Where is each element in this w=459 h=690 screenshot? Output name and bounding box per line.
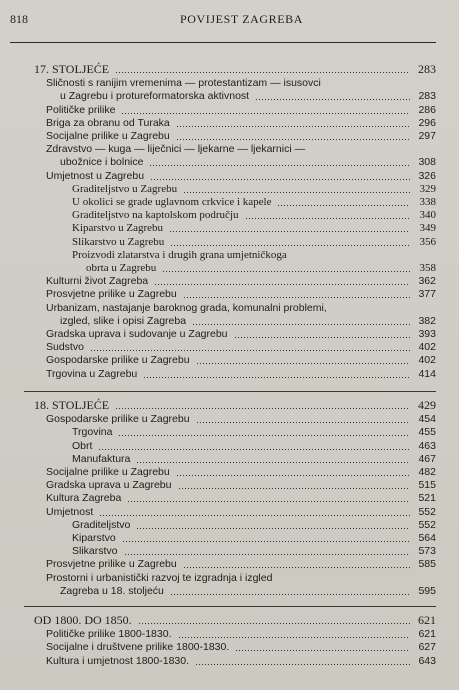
toc-entry-title: Kulturni život Zagreba	[46, 275, 149, 288]
dot-leader	[124, 544, 410, 558]
toc-entry	[0, 557, 459, 571]
dot-leader	[118, 425, 410, 439]
toc-page-number: 467	[418, 452, 436, 465]
dot-leader	[136, 452, 410, 466]
toc-page-number: 455	[418, 426, 436, 439]
dot-leader	[98, 439, 410, 453]
dot-leader	[115, 62, 410, 76]
toc-page-number: 621	[418, 628, 436, 641]
toc-entry-continuation	[0, 261, 459, 275]
toc-entry	[0, 367, 459, 381]
dot-leader	[183, 182, 410, 196]
toc-entry-title: Sličnosti s ranijim vremenima — protestantizam — isusovci	[46, 77, 321, 90]
toc-page-number: 643	[418, 654, 436, 667]
toc-entry-title: Graditeljstvo u Zagrebu	[72, 182, 178, 195]
toc-entry	[0, 478, 459, 492]
toc-entry-title: Trgovina u Zagrebu	[46, 367, 138, 380]
toc-page-number: 349	[419, 222, 436, 235]
dot-leader	[127, 491, 410, 505]
toc-page-number: 595	[418, 584, 436, 597]
toc-page-number: 429	[418, 398, 436, 412]
toc-entry-title: Zagreba u 18. stoljeću	[60, 584, 164, 597]
dot-leader	[235, 640, 410, 654]
toc-page-number: 283	[418, 90, 436, 103]
toc-entry	[0, 195, 459, 209]
toc-entry	[0, 235, 459, 249]
toc-entry	[0, 248, 459, 262]
toc-entry-title: Prostorni i urbanistički razvoj te izgradnja i izgled	[46, 571, 273, 584]
toc-entry-title: Kiparstvo	[72, 532, 116, 544]
toc-page-number: 414	[418, 367, 436, 380]
section-heading	[0, 62, 459, 76]
toc-entry-title: OD 1800. DO 1850.	[34, 613, 132, 627]
toc-page-number: 463	[418, 439, 436, 452]
toc-entry-title: Slikarstvo	[72, 545, 118, 558]
toc-page-number: 338	[419, 196, 436, 208]
toc-entry	[0, 531, 459, 545]
toc-page-number: 585	[418, 558, 436, 571]
toc-entry-continuation	[0, 314, 459, 328]
dot-leader	[255, 89, 410, 103]
toc-page-number: 308	[418, 156, 436, 169]
toc-page-number: 286	[418, 103, 436, 116]
toc-page-number: 521	[418, 492, 436, 505]
toc-entry	[0, 452, 459, 466]
dot-leader	[138, 613, 410, 627]
dot-leader	[99, 505, 410, 519]
toc-entry-title: Graditeljstvo na kaptolskom području	[72, 209, 239, 222]
dot-leader	[143, 367, 410, 381]
toc-entry-title: Gradska uprava i sudovanje u Zagrebu	[46, 328, 228, 340]
dot-leader	[169, 221, 410, 235]
section-heading	[0, 398, 459, 412]
toc-page-number: 329	[419, 182, 436, 195]
toc-entry	[0, 491, 459, 505]
toc-entry-continuation	[0, 89, 459, 103]
toc-page-number: 564	[418, 532, 436, 544]
toc-entry-title: Gospodarske prilike u Zagrebu	[46, 413, 190, 426]
dot-leader	[196, 353, 410, 367]
toc-entry	[0, 627, 459, 641]
dot-leader	[154, 274, 410, 288]
toc-entry-title: 17. STOLJEĆE	[34, 62, 110, 76]
page-header	[0, 12, 459, 36]
toc-entry	[0, 208, 459, 222]
toc-entry	[0, 544, 459, 558]
toc-entry	[0, 439, 459, 453]
toc-entry	[0, 274, 459, 288]
toc-entry-title: Političke prilike 1800-1830.	[46, 628, 172, 641]
toc-entry-title: Umjetnost	[46, 505, 94, 518]
toc-entry	[0, 571, 459, 585]
toc-entry-title: ubožnice i bolnice	[60, 156, 144, 169]
dot-leader	[176, 465, 410, 479]
toc-page-number: 283	[418, 62, 436, 76]
toc-entry-continuation	[0, 155, 459, 169]
toc-page-number: 515	[418, 479, 436, 492]
toc-page-number: 627	[418, 641, 436, 654]
toc-entry-title: Prosvjetne prilike u Zagrebu	[46, 558, 177, 571]
dot-leader	[121, 103, 410, 117]
toc-entry-title: 18. STOLJEĆE	[34, 398, 110, 412]
toc-entry-title: izgled, slike i opisi Zagreba	[60, 314, 187, 327]
toc-entry-title: Kultura i umjetnost 1800-1830.	[46, 654, 190, 667]
toc-entry-title: Manufaktura	[72, 452, 131, 465]
running-title: POVIJEST ZAGREBA	[180, 12, 304, 26]
toc-entry-title: u Zagrebu i protureformatorska aktivnost	[60, 90, 250, 103]
section-heading	[0, 613, 459, 627]
toc-page-number: 552	[418, 505, 436, 518]
dot-leader	[178, 627, 411, 641]
toc-entry-title: U okolici se grade uglavnom crkvice i kapele	[72, 196, 272, 208]
toc-entry-title: Kiparstvo u Zagrebu	[72, 222, 164, 235]
toc-entry-title: Kultura Zagreba	[46, 492, 122, 505]
toc-entry	[0, 182, 459, 196]
dot-leader	[115, 398, 410, 412]
dot-leader	[150, 169, 410, 183]
toc-entry-title: Briga za obranu od Turaka	[46, 116, 170, 129]
section-divider	[24, 606, 436, 607]
toc-entry-title: obrta u Zagrebu	[86, 262, 157, 274]
toc-entry	[0, 412, 459, 426]
dot-leader	[178, 478, 411, 492]
toc-entry	[0, 353, 459, 367]
page-number: 818	[10, 12, 28, 26]
toc-entry-title: Zdravstvo — kuga — liječnici — ljekarne — ljekarnici —	[46, 143, 306, 156]
toc-entry-title: Obrt	[72, 439, 93, 452]
toc-entry-title: Gospodarske prilike u Zagrebu	[46, 354, 190, 367]
toc-entry	[0, 142, 459, 156]
toc-entry	[0, 221, 459, 235]
dot-leader	[195, 654, 410, 668]
toc-entry-title: Socijalne prilike u Zagrebu	[46, 466, 170, 478]
toc-entry	[0, 103, 459, 117]
toc-entry	[0, 327, 459, 341]
dot-leader	[183, 557, 410, 571]
toc-page-number: 454	[418, 413, 436, 426]
dot-leader	[245, 208, 411, 222]
dot-leader	[234, 327, 410, 341]
toc-page-number: 362	[418, 275, 436, 288]
dot-leader	[196, 412, 410, 426]
toc-page-number: 402	[418, 341, 436, 354]
dot-leader	[90, 340, 410, 354]
toc-page-number: 297	[418, 130, 436, 142]
toc-entry-continuation	[0, 584, 459, 598]
toc-entry-title: Urbanizam, nastajanje baroknog grada, komunalni problemi,	[46, 301, 327, 314]
dot-leader	[176, 116, 410, 130]
dot-leader	[170, 235, 410, 249]
dot-leader	[162, 261, 410, 275]
toc-entry-title: Slikarstvo u Zagrebu	[72, 235, 165, 248]
dot-leader	[277, 195, 410, 209]
toc-entry	[0, 76, 459, 90]
toc-entry	[0, 301, 459, 315]
toc-entry	[0, 465, 459, 479]
dot-leader	[170, 584, 410, 598]
toc-entry	[0, 129, 459, 143]
toc-entry-title: Graditeljstvo	[72, 518, 131, 531]
dot-leader	[149, 155, 410, 169]
toc-page-number: 356	[419, 235, 436, 248]
toc-page-number: 552	[418, 518, 436, 531]
toc-page-number: 326	[418, 169, 436, 182]
toc-page-number: 382	[418, 314, 436, 327]
toc-entry-title: Socijalne i društvene prilike 1800-1830.	[46, 641, 230, 654]
toc-entry-title: Proizvodi zlatarstva i drugih grana umjetničkoga	[72, 248, 287, 261]
toc-page-number: 296	[418, 116, 436, 129]
toc-page-number: 573	[418, 545, 436, 558]
dot-leader	[122, 531, 410, 545]
toc-entry-title: Gradska uprava u Zagrebu	[46, 479, 172, 492]
dot-leader	[176, 129, 410, 143]
toc-entry	[0, 505, 459, 519]
toc-entry-title: Umjetnost u Zagrebu	[46, 169, 145, 182]
toc-page-number: 482	[418, 466, 436, 478]
toc-page-number: 621	[418, 613, 436, 627]
toc-entry	[0, 654, 459, 668]
toc-entry-title: Prosvjetne prilike u Zagrebu	[46, 288, 177, 301]
toc-entry-title: Sudstvo	[46, 341, 84, 354]
dot-leader	[192, 314, 410, 328]
toc-entry	[0, 640, 459, 654]
section-divider	[24, 391, 436, 392]
toc-entry	[0, 425, 459, 439]
dot-leader	[136, 518, 410, 532]
dot-leader	[183, 287, 410, 301]
toc-entry-title: Trgovina	[72, 426, 113, 439]
toc-page-number: 377	[418, 288, 436, 301]
toc-entry-title: Političke prilike	[46, 103, 116, 116]
toc-entry	[0, 518, 459, 532]
toc-entry	[0, 287, 459, 301]
toc-entry	[0, 340, 459, 354]
toc-page-number: 393	[418, 328, 436, 340]
toc-entry-title: Socijalne prilike u Zagrebu	[46, 130, 170, 142]
toc-page-number: 340	[419, 209, 436, 222]
toc-page-number: 358	[419, 262, 436, 274]
toc-entry	[0, 116, 459, 130]
header-rule	[10, 42, 436, 43]
toc-entry	[0, 169, 459, 183]
toc-page-number: 402	[418, 354, 436, 367]
